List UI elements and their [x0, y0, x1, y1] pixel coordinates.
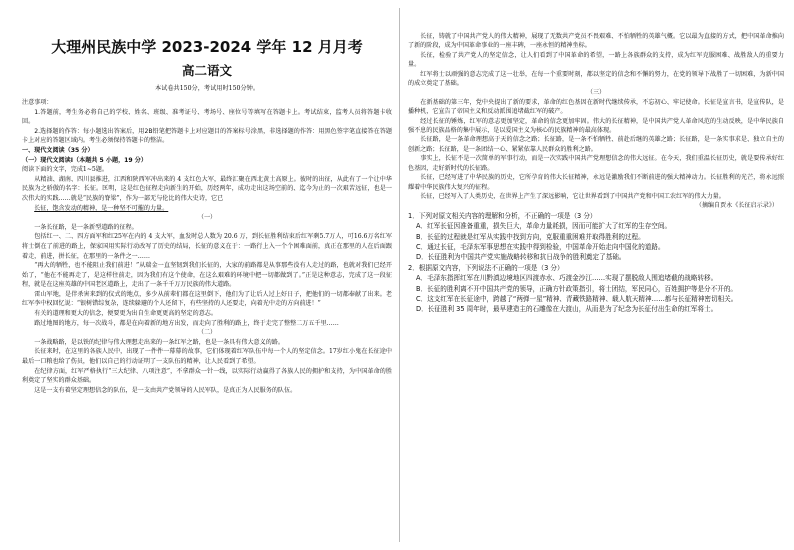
exam-subtitle: 高二语文 — [181, 63, 232, 78]
question-option: A．毛泽东指挥红军在川黔滇边境地区四渡赤水、巧渡金沙江……实现了摆脱敌人围追堵截的战略转移。 — [416, 274, 718, 283]
paragraph: 事实上，长征不是一次简单的军事行动，而是一次实践中国共产党理想信念的伟大远征。在今天，我们重温长征历史，就是要传承好红色基因，走好新时代的长征路。 — [408, 155, 784, 172]
question-option: D．长征胜利为中国共产党实施战略转移和抗日战争的胜利奠定了基础。 — [416, 253, 626, 262]
paragraph: 长征，检验了共产党人的坚定信念，让人们看到了中国革命的希望，一路上各族群众的支持，成为红军克服困难、战胜敌人的重要力量。 — [408, 51, 784, 69]
subsection-heading: （一）现代文阅读Ⅰ（本题共 5 小题，19 分） — [22, 156, 147, 164]
paragraph: 长征来时，在这里的各族人民中，出现了一件件一幕幕的故事，它们体现着红军队伍中每一个人的坚定信念。17岁红小鬼在长征途中最后一口粮也给了伤员，他们以自己的行动证明了一支队伍的精神，让人民看到了希望。 — [22, 348, 392, 366]
part-lead: 一条战略路，是以铁的纪律与伟大理想走出来的一条红军之路，也是一条具有伟大意义的路。 — [34, 338, 285, 346]
question-option: B．长征的胜利离不开中国共产党的领导，正确方针政策指引，将士团结，军民同心，百姓拥护等是分不开的。 — [416, 284, 738, 293]
question-option: C．通过长征，毛泽东军事思想在实践中得到检验，中国革命开始走向中国化的道路。 — [416, 242, 665, 251]
question-option: B．长征的过程就是红军从实践中找到方向，克服重重困难并取得胜利的过程。 — [416, 232, 645, 241]
paragraph: 这是一支有着坚定理想信念的队伍，是一支由共产党领导的人民军队，是真正为人民服务的队伍。 — [34, 386, 297, 394]
paragraph: 长征路，是一条革命理想高于天的信念之路；长征路，是一条不怕牺牲、前赴后继的英雄之路；长征路，是一条实事求是、独立自主的创新之路；长征路，是一条团结一心、紧紧依靠人民群众的胜利之路。 — [408, 136, 784, 153]
paragraph: 在纪律方面，红军严格执行“三大纪律、八项注意”，不拿群众一针一线，以实际行动赢得了各族人民的拥护和支持，为中国革命的胜利奠定了坚实的群众基础。 — [22, 367, 392, 385]
paragraph: 雷山军地，是伴杀害来到的仪式的地点，多少从前辈们都在这里倒下，他们为了让后人过上好日子，把他们的一切都奉献了出来。老红军李中权回忆说：“银树错综复杂，连续躲避的个人还留下，有些坚持的人还要走，向着光中走的方向前进！” — [22, 290, 392, 308]
notes-item: 2.选择题的作答：每小题选出答案后，用2B铅笔把答题卡上对应题目的答案标号涂黑，非选择题的作答：用黑色签字笔直接答在答题卡上对应的答题区域内。考生必须保持答题卡的整洁。 — [22, 127, 392, 145]
part-marker: （三） — [586, 89, 606, 97]
notes-item: 1.答题前，考生务必将自己的学校、姓名、班级、准考证号、考场号、座位号等填写在答题卡上。考试结束，监考人员将答题卡收回。 — [22, 108, 392, 126]
question-option: C．这支红军在长征途中，跨越了“两弹一星”精神、青藏铁路精神、载人航天精神……都与长征精神密切相关。 — [416, 294, 738, 303]
right-column — [408, 0, 784, 550]
paragraph: 长征，铸就了中国共产党人的伟大精神，展现了无数共产党员不畏艰难、不怕牺牲的英雄气概。它以最为直接的方式，把中国革命推向了新的阶段，成为中国革命事业的一座丰碑，一座永恒的精神坐标。 — [408, 33, 784, 50]
question-stem: 1．下列对原文相关内容的理解和分析，不正确的一项是（3 分） — [408, 211, 597, 220]
exam-meta: 本试卷共150分，考试用时150分钟。 — [154, 85, 260, 92]
part-lead: 一条长征路，是一条新型道路的征程。 — [34, 223, 138, 231]
paragraph: 路过地图的地方，每一次战斗，都是在向着新的地方出发，而走向了胜利的路上，终于走完了整整二万五千里…… — [34, 319, 339, 327]
paragraph: 长征，已经写入了人类历史，在世界上产生了深远影响，它让世界看到了中国共产党和中国工农红军的伟大力量。 — [420, 192, 725, 200]
column-divider — [399, 8, 400, 542]
question-option: A．红军长征因准备重重，损失巨大，革命力量耗损，因而可能扩大了红军的生存空间。 — [416, 222, 672, 231]
paragraph: 在新基础的第三年，党中央提出了新的要求，革命的红色基因在新时代继续传承，不忘初心、牢记使命。长征是宣言书，是宣传队，是播种机，它宣告了帝国主义和反动派围追堵截红军的破产。 — [408, 98, 784, 116]
question-option: D．长征胜利 35 周年时，最早建造主的石雕像在大渡山，从而是为了纪念为长征付出生命的红军将士。 — [416, 305, 718, 314]
part-marker: （一） — [197, 214, 217, 222]
part-marker: （二） — [197, 329, 217, 337]
question-stem: 2．根据原文内容，下列说法不正确的一项是（3 分） — [408, 263, 564, 272]
paragraph: “再大的牺牲，也不能阻止我们前进！”从瑞金一直坚韧到我们长征的，大家的前路都是从事那些没有人走过的路，也就对我们已经开始了，“他在不能再走了，是这样往前走，因为我们有这个使命，在这么艰难的环境中把一切都做到了。”正是这种意志，完成了这一段征程，就是在这座英雄的中国老区道路上，走出了一条千千万万民族的伟大道路。 — [22, 262, 392, 289]
source-attribution: （摘编自贾永《长征启示录》） — [695, 202, 778, 210]
left-column — [22, 0, 392, 550]
paragraph: 经过长征的锤炼，红军的意志更加坚定，革命的信念更加牢固。伟大的长征精神，是中国共产党人革命风范的生动反映，是中华民族自强不息的民族品格的集中展示，是以爱国主义为核心的民族精神的最高体现。 — [408, 117, 784, 135]
paragraph: 长征，饱含发动的精神，是一种坚不可摧的力量。 — [34, 204, 169, 212]
notes-heading: 注意事项： — [22, 99, 53, 106]
exam-title: 大理州民族中学 2023-2024 学年 12 月月考 — [51, 38, 363, 56]
paragraph: 红军将士以顽强的意志完成了这一壮举，在每一个重要时刻，都以坚定的信念和不懈的努力，在党的领导下战胜了一切困难，为新中国的成立奠定了基础。 — [408, 70, 784, 88]
paragraph: 长征，已经写进了中华民族的历史，它所孕育的伟大长征精神，永远是激励我们不断前进的强大精神动力。长征胜利的光芒，将永远照耀着中华民族伟大复兴的征程。 — [408, 174, 784, 191]
reading-instruction: 阅读下面的文字，完成1~5题。 — [22, 166, 108, 174]
paragraph: 从精油、湖南、四川县推进，江西和陕西军冲出来的 4 支红色大军，最终汇聚在西北黄土高原上。彼时的出征，从此有了一个让中华民族为之骄傲的名字：长征。匡明，这是红色征程走向新生的开始，历经两年，成功走出这场空前的、迄今为止的一次艰苦远征，也是一次伟大的实践……就是“民族的脊梁”，作为一部无与伦比的伟大史诗，它已 — [22, 175, 392, 202]
section-heading: 一、现代文阅读（35 分） — [22, 146, 94, 154]
paragraph: 包括红一、二、四方面军和红25军在内的 4 支大军，血发时总人数为 20.6 万，到长征胜利结束后红军剩5.7万人，可16.6万名红军将士倒在了前进的路上，保家国用实际行动改写了历史的结局，长征的意义在于：一路行上入一个个困难面前，真正在那里的人在后面跟着走，前进，拼长征，在那里的一条件之一…… — [22, 233, 392, 260]
paragraph: 有关的道理和更大的信念，便要更为出自生命更更高的坚定的意志。 — [34, 310, 217, 318]
